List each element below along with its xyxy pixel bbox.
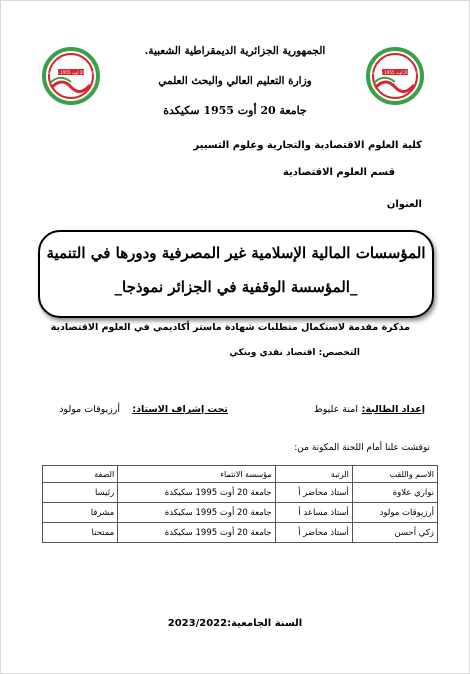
jury-institution: جامعة 20 أوت 1995 سكيكدة [118,503,275,523]
jury-rank: أستاذ محاضر أ [275,483,352,503]
jury-name: أرزيوقات مولود [352,503,437,523]
university-logo-right [366,47,424,105]
department-name: قسم العلوم الاقتصادية [282,167,395,178]
jury-name: زكي أحسن [352,523,437,543]
jury-rank: أستاذ محاضر أ [275,523,352,543]
thesis-title-line2: _المؤسسة الوقفية في الجزائر نموذجا_ [114,278,358,296]
jury-table [42,465,438,543]
ministry-name: وزارة التعليم العالي والبحث العلمي [158,75,312,87]
jury-institution: جامعة 20 أوت 1995 سكيكدة [118,483,275,503]
jury-role: ممتحنا [43,523,118,543]
university-name: جامعة 20 أوت 1955 سكيكدة [163,104,307,117]
header-role: الصفة [43,466,118,483]
republic-name: الجمهورية الجزائرية الديمقراطية الشعبية. [144,45,326,57]
committee-intro: نوقشت علنا أمام اللجنة المكونة من: [294,443,430,453]
thesis-title-box [38,230,434,318]
university-logo-left [42,47,100,105]
header-rank: الرتبة [275,466,352,483]
student-name: امنة عليوط [313,404,358,415]
jury-table-header-row [43,466,438,483]
table-row [43,523,438,543]
thesis-title-line1: المؤسسات المالية الإسلامية غير المصرفية ودورها في التنمية [46,244,426,262]
supervisor-name: أرزيوقات مولود [59,404,120,415]
supervisor-label: تحت إشراف الاستاذ: [132,404,228,415]
jury-role: رئيسا [43,483,118,503]
student-label: إعداد الطالبة: [361,404,425,415]
logo-left-text: جامعة 20 أوت 1955 سكيكدة [45,70,97,75]
header-institution: مؤسسة الانتماء [118,466,275,483]
faculty-name: كلية العلوم الاقتصادية والتجارية وعلوم التسيير [193,140,422,151]
logo-right-text: جامعة 20 أوت 1955 سكيكدة [369,70,421,75]
jury-institution: جامعة 20 أوت 1995 سكيكدة [118,523,275,543]
jury-role: مشرفا [43,503,118,523]
jury-rank: أستاذ مساعد أ [275,503,352,523]
memo-statement: مذكرة مقدمة لاستكمال متطلبات شهادة ماستر أكاديمي في العلوم الاقتصادية [50,322,410,333]
specialty: التخصص: اقتصاد نقدي وبنكي [229,348,360,358]
jury-name: نواري علاوة [352,483,437,503]
table-row [43,503,438,523]
title-label: العنوان [386,199,422,210]
header-name: الاسم واللقب [352,466,437,483]
academic-year: السنة الجامعية:2023/2022 [167,618,303,629]
table-row [43,483,438,503]
